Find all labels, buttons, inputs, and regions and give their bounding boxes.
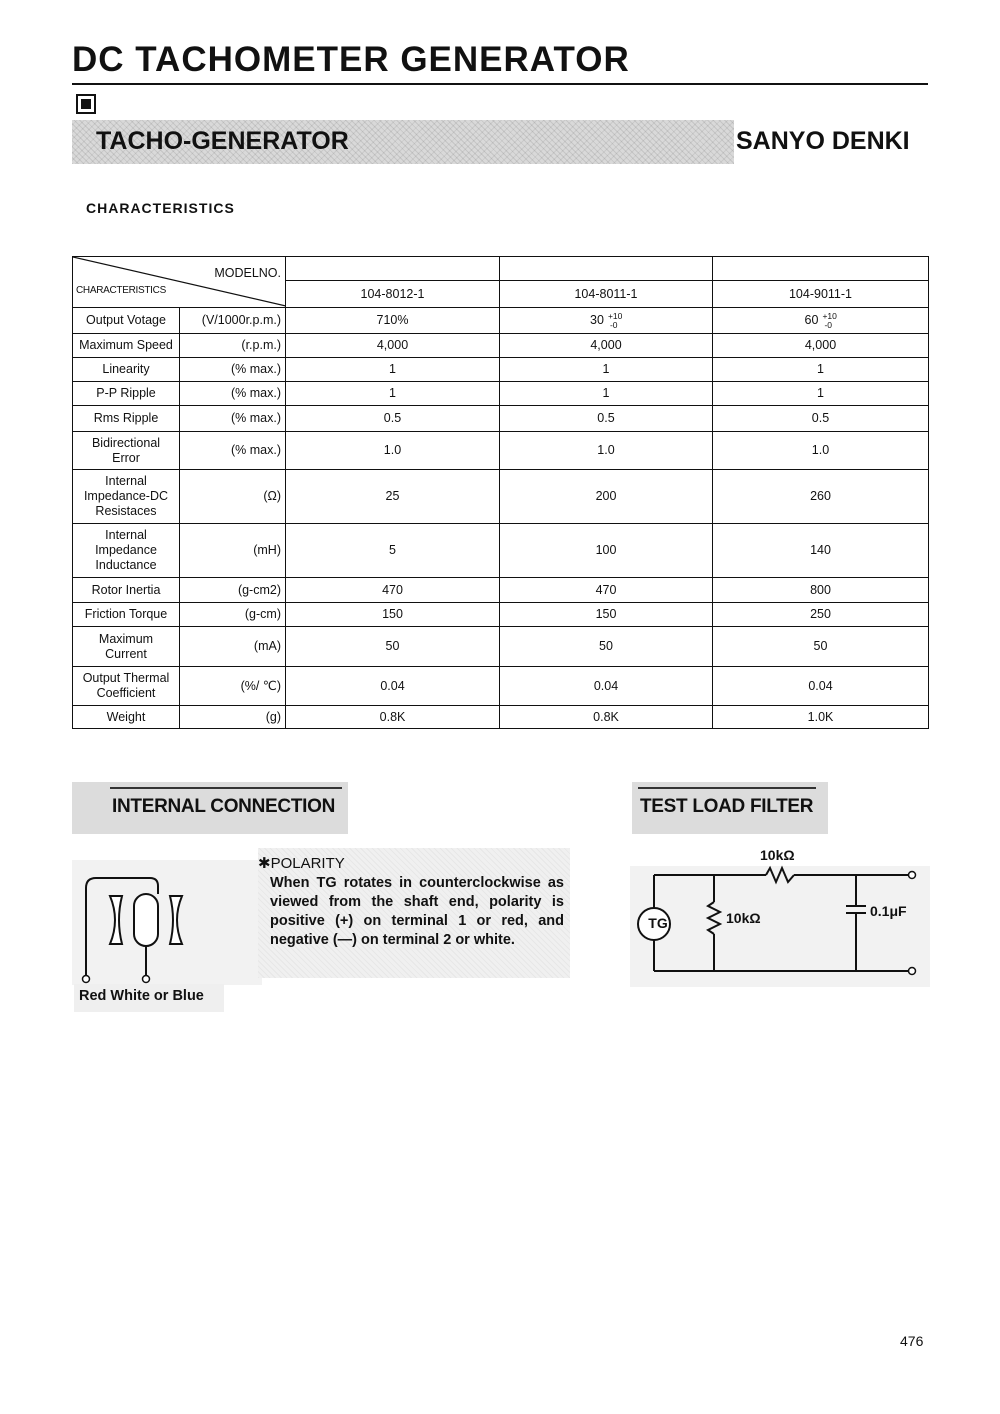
row-value: 1.0: [286, 432, 500, 470]
row-value: 60: [804, 313, 819, 327]
row-value: 260: [713, 470, 929, 524]
generator-label: TG: [648, 915, 668, 931]
tolerance: [607, 310, 623, 330]
row-value: 0.8K: [286, 706, 500, 729]
row-name: Rotor Inertia: [73, 578, 180, 603]
row-name: Maximum Speed: [73, 334, 180, 358]
row-unit: (% max.): [180, 432, 286, 470]
row-value: 0.04: [286, 667, 500, 706]
row-name: [73, 524, 180, 578]
bullet-square-icon: [76, 94, 96, 114]
page-title: DC TACHOMETER GENERATOR: [72, 40, 630, 79]
blank-header-cell: [500, 257, 713, 281]
row-value: 50: [286, 627, 500, 667]
row-unit: (%/ ℃): [180, 667, 286, 706]
wire-labels: Red White or Blue: [79, 988, 204, 1004]
row-value: 470: [500, 578, 713, 603]
row-value: 140: [713, 524, 929, 578]
model-header: 104-8012-1: [286, 281, 500, 308]
blank-header-cell: [286, 257, 500, 281]
row-value-with-tolerance: [713, 308, 929, 334]
table-row: [73, 578, 929, 603]
row-name-line: Impedance: [95, 543, 157, 557]
table-row: [73, 406, 929, 432]
row-name-line: Internal: [105, 528, 147, 542]
row-value: 200: [500, 470, 713, 524]
table-row: [73, 382, 929, 406]
table-row: [73, 308, 929, 334]
row-unit: (g-cm): [180, 603, 286, 627]
row-name-line: Inductance: [95, 558, 157, 572]
row-value: 1: [286, 382, 500, 406]
row-value: 0.5: [713, 406, 929, 432]
banner-title: TACHO-GENERATOR: [96, 127, 349, 155]
corner-characteristics-label: CHARACTERISTICS: [76, 285, 166, 296]
row-name-line: Resistaces: [95, 504, 157, 518]
row-unit: (% max.): [180, 358, 286, 382]
row-name: [73, 432, 180, 470]
row-value: 30: [590, 313, 604, 327]
row-value: 1.0: [713, 432, 929, 470]
table-row: [73, 706, 929, 729]
row-unit: (mH): [180, 524, 286, 578]
row-name: [73, 667, 180, 706]
row-value: 800: [713, 578, 929, 603]
tolerance: [822, 310, 837, 330]
table-row: [73, 524, 929, 578]
series-resistor-label: 10kΩ: [760, 847, 795, 863]
row-name-line: Maximum: [98, 631, 154, 646]
model-header: 104-8011-1: [500, 281, 713, 308]
row-name: Weight: [73, 706, 180, 729]
table-row: [73, 432, 929, 470]
row-name-line: Internal: [105, 474, 147, 488]
row-unit: (% max.): [180, 382, 286, 406]
row-value: 4,000: [500, 334, 713, 358]
row-value: 50: [713, 627, 929, 667]
blank-header-cell: [713, 257, 929, 281]
characteristics-table: [72, 256, 929, 729]
row-value: 0.04: [500, 667, 713, 706]
tolerance-minus: -0: [824, 319, 833, 330]
row-value: 1.0K: [713, 706, 929, 729]
row-value: 470: [286, 578, 500, 603]
row-value: 0.5: [500, 406, 713, 432]
row-unit: (mA): [180, 627, 286, 667]
row-name-line: Error: [112, 450, 140, 465]
table-row: [73, 627, 929, 667]
table-row: [73, 603, 929, 627]
row-value: 150: [500, 603, 713, 627]
page-number: 476: [900, 1333, 924, 1349]
row-name-line: Current: [105, 646, 147, 661]
row-value: 710%: [286, 308, 500, 334]
table-row: [73, 470, 929, 524]
row-value: 150: [286, 603, 500, 627]
row-value: 5: [286, 524, 500, 578]
row-name: Linearity: [73, 358, 180, 382]
row-name: [73, 627, 180, 667]
title-rule: [72, 83, 928, 85]
table-corner-cell: [73, 257, 286, 308]
tolerance-plus: +10: [822, 310, 837, 321]
capacitor-label: 0.1μF: [870, 903, 907, 919]
model-header: 104-9011-1: [713, 281, 929, 308]
row-value: 0.5: [286, 406, 500, 432]
shunt-resistor-label: 10kΩ: [726, 910, 761, 926]
table-row: [73, 358, 929, 382]
row-name-line: Coefficient: [96, 686, 156, 700]
row-unit: (r.p.m.): [180, 334, 286, 358]
row-name-line: Bidirectional: [91, 435, 161, 450]
row-value: 4,000: [713, 334, 929, 358]
row-value: 1: [713, 382, 929, 406]
row-value: 1: [713, 358, 929, 382]
row-value: 250: [713, 603, 929, 627]
row-value: 100: [500, 524, 713, 578]
tolerance-minus: -0: [609, 319, 618, 330]
corner-diagonal: [73, 257, 286, 307]
row-name: Rms Ripple: [73, 406, 180, 432]
row-value: 50: [500, 627, 713, 667]
row-unit: (Ω): [180, 470, 286, 524]
test-load-filter-rule: [638, 787, 816, 789]
row-name-line: Output Thermal: [82, 671, 170, 685]
internal-connection-title: INTERNAL CONNECTION: [112, 796, 336, 817]
brand-name: SANYO DENKI: [736, 127, 910, 155]
row-value: 4,000: [286, 334, 500, 358]
row-value: 1.0: [500, 432, 713, 470]
row-name-line: Impedance-DC: [83, 489, 169, 503]
table-row: [73, 334, 929, 358]
row-name: Output Votage: [73, 308, 180, 334]
row-name: [73, 470, 180, 524]
corner-model-label: MODELNO.: [214, 266, 281, 280]
section-heading: CHARACTERISTICS: [86, 200, 235, 216]
table-row: [73, 667, 929, 706]
row-value: 0.8K: [500, 706, 713, 729]
polarity-text: When TG rotates in counterclockwise as viewed from the shaft end, polarity is positive (+) on terminal 1 or red, and negative (—) on terminal 2 or white.: [270, 875, 564, 948]
motor-connection-diagram: [72, 860, 262, 985]
row-value: 1: [286, 358, 500, 382]
row-value: 1: [500, 382, 713, 406]
tolerance-plus: +10: [607, 310, 623, 321]
row-unit: (g-cm2): [180, 578, 286, 603]
row-value: 25: [286, 470, 500, 524]
row-value: 1: [500, 358, 713, 382]
row-unit: (V/1000r.p.m.): [180, 308, 286, 334]
test-load-filter-title: TEST LOAD FILTER: [640, 796, 814, 817]
row-name: Friction Torque: [73, 603, 180, 627]
polarity-heading: ✱POLARITY: [258, 855, 345, 872]
row-value: 0.04: [713, 667, 929, 706]
row-name: P-P Ripple: [73, 382, 180, 406]
row-value-with-tolerance: [500, 308, 713, 334]
row-unit: (% max.): [180, 406, 286, 432]
internal-connection-rule: [110, 787, 342, 789]
row-unit: (g): [180, 706, 286, 729]
